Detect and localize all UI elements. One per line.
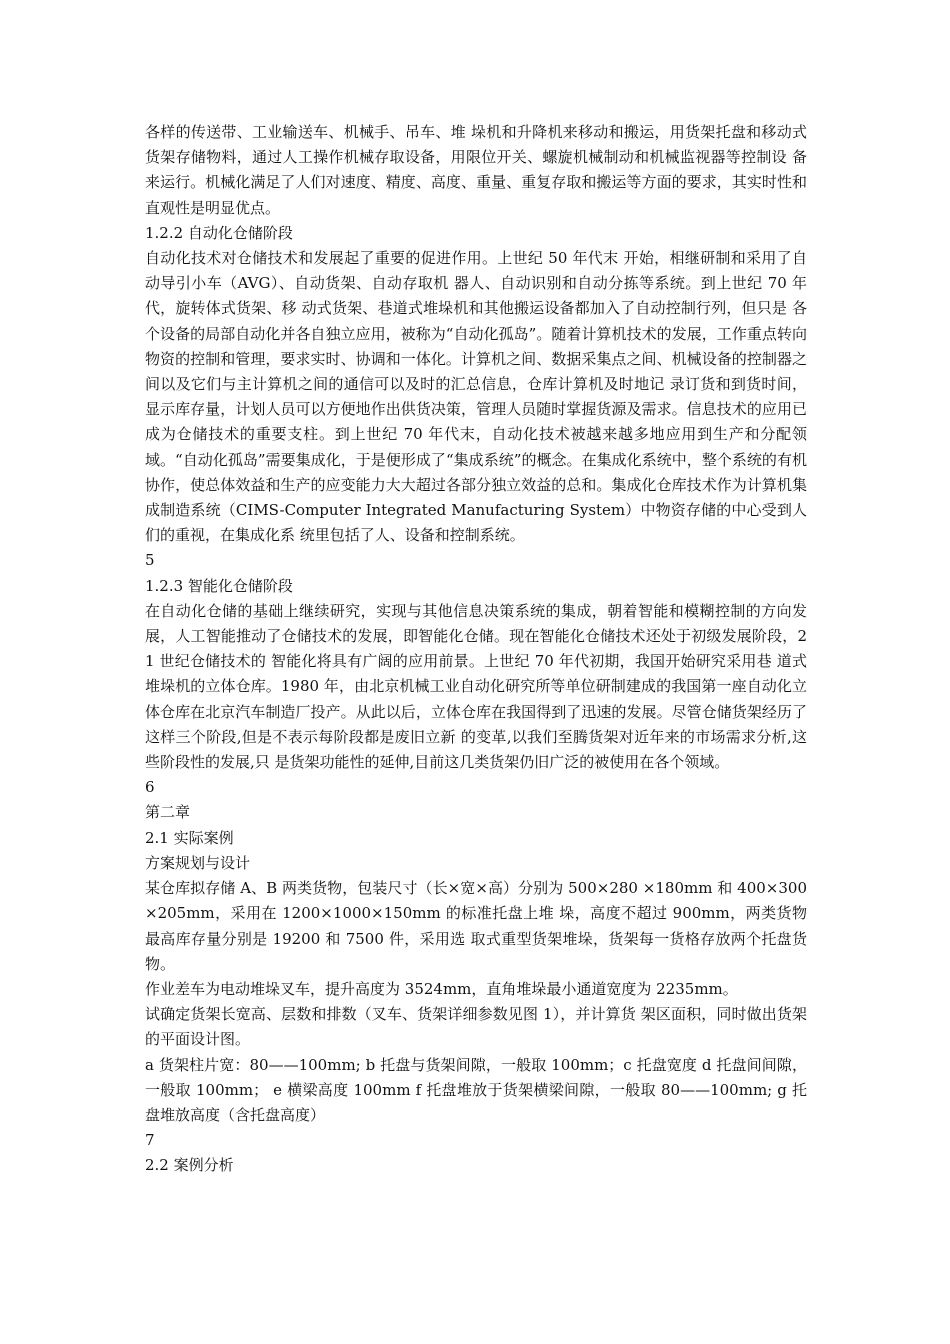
plan-design-heading: 方案规划与设计 bbox=[145, 853, 251, 872]
intro-paragraph: 各样的传送带、工业输送车、机械手、吊车、堆 垛机和升降机来移动和搬运，用货架托盘和移动式货架存储物料，通过人工操作机械存取设备，用限位开关、螺旋机械制动和机械监视器等控制设 备来运行。机械化满足了人们对速度、精度、高度、重量、重复存取和搬运等方面的要求，其实时性和直观性是明显优点。 bbox=[145, 123, 807, 217]
section-2-2-heading: 2.2 案例分析 bbox=[145, 1156, 234, 1175]
params-paragraph: a 货架柱片宽：80——100mm; b 托盘与货架间隙，一般取 100mm；c 托盘宽度 d 托盘间间隙，一般取 100mm； e 横梁高度 100mm f 托盘堆放于货架横梁间隙，一般取 80——100mm; g 托盘堆放高度（含托盘高度） bbox=[145, 1055, 807, 1124]
section-1-2-3-heading: 1.2.3 智能化仓储阶段 bbox=[145, 576, 293, 595]
case-paragraph: 某仓库拟存储 A、B 两类货物，包装尺寸（长×宽×高）分别为 500×280 ×180mm 和 400×300×205mm，采用在 1200×1000×150mm 的标准托盘上堆 垛，高度不超过 900mm，两类货物最高库存量分别是 19200 和 7500 件，采用选 取式重型货架堆垛，货架每一货格存放两个托盘货物。 bbox=[145, 879, 807, 973]
forklift-paragraph: 作业差车为电动堆垛叉车，提升高度为 3524mm，直角堆垛最小通道宽度为 2235mm。 bbox=[145, 979, 738, 998]
page-number: 5 bbox=[145, 551, 155, 570]
page-number: 7 bbox=[145, 1131, 155, 1150]
section-1-2-2-heading: 1.2.2 自动化仓储阶段 bbox=[145, 223, 293, 242]
section-2-1-heading: 2.1 实际案例 bbox=[145, 828, 234, 847]
task-paragraph: 试确定货架长宽高、层数和排数（叉车、货架详细参数见图 1），并计算货 架区面积，同时做出货架的平面设计图。 bbox=[145, 1005, 807, 1049]
document-page bbox=[145, 120, 807, 1179]
automation-paragraph: 自动化技术对仓储技术和发展起了重要的促进作用。上世纪 50 年代末 开始，相继研制和采用了自动导引小车（AVG）、自动货架、自动存取机 器人、自动识别和自动分拣等系统。到上世纪 70 年代，旋转体式货架、移 动式货架、巷道式堆垛机和其他搬运设备都加入了自动控制行列，但只是 各个设备的局部自动化并各自独立应用，被称为“自动化孤岛”。随着计算机技术的发展，工作重点转向物资的控制和管理，要求实时、协调和一体化。计算机之间、数据采集点之间、机械设备的控制器之间以及它们与主计算机之间的通信可以及时的汇总信息，仓库计算机及时地记 录订货和到货时间，显示库存量，计划人员可以方便地作出供货决策，管理人员随时掌握货源及需求。信息技术的应用已成为仓储技术的重要支柱。到上世纪 70 年代末，自动化技术被越来越多地应用到生产和分配领域。“自动化孤岛”需要集成化，于是便形成了“集成系统”的概念。在集成化系统中，整个系统的有机协作，使总体效益和生产的应变能力大大超过各部分独立效益的总和。集成化仓库技术作为计算机集成制造系统（CIMS-Computer Integrated Manufacturing System）中物资存储的中心受到人们的重视，在集成化系 统里包括了人、设备和控制系统。 bbox=[145, 249, 807, 545]
chapter-2-heading: 第二章 bbox=[145, 803, 191, 822]
page-number: 6 bbox=[145, 778, 155, 797]
intelligent-paragraph: 在自动化仓储的基础上继续研究，实现与其他信息决策系统的集成，朝着智能和模糊控制的方向发展，人工智能推动了仓储技术的发展，即智能化仓储。现在智能化仓储技术还处于初级发展阶段，21 世纪仓储技术的 智能化将具有广阔的应用前景。上世纪 70 年代初期，我国开始研究采用巷 道式堆垛机的立体仓库。1980 年，由北京机械工业自动化研究所等单位研制建成的我国第一座自动化立体仓库在北京汽车制造厂投产。从此以后，立体仓库在我国得到了迅速的发展。尽管仓储货架经历了这样三个阶段,但是不表示每阶段都是废旧立新 的变革,以我们至腾货架对近年来的市场需求分析,这些阶段性的发展,只 是货架功能性的延伸,目前这几类货架仍旧广泛的被使用在各个领域。 bbox=[145, 601, 807, 772]
